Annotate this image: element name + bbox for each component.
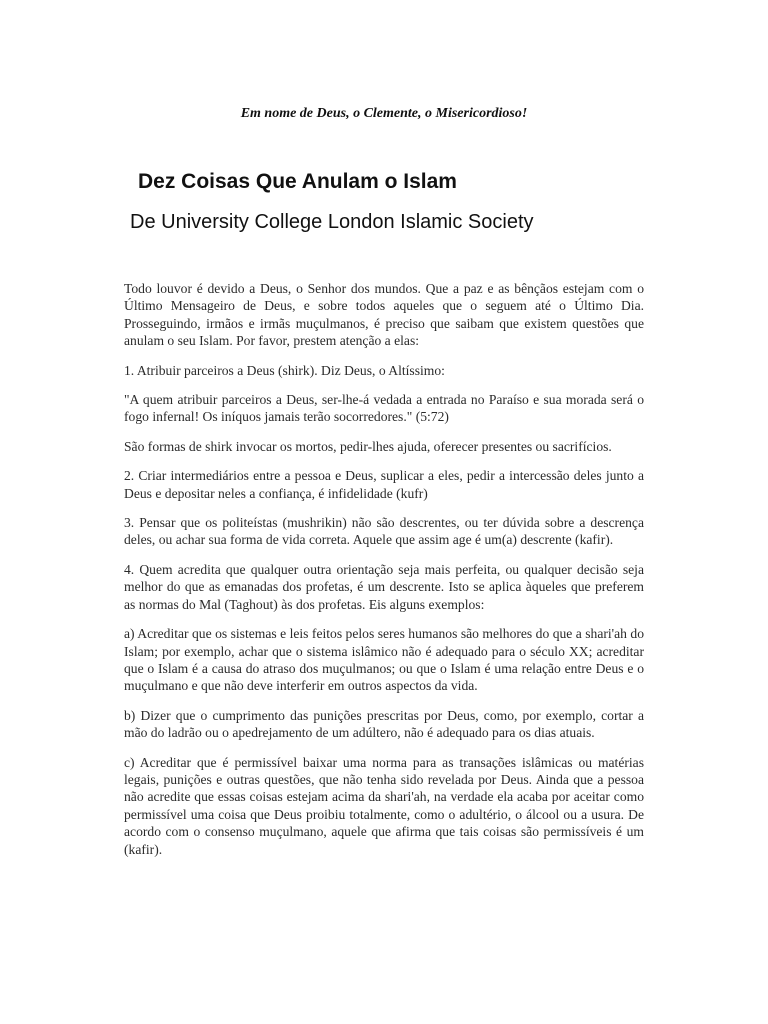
item-1-heading: 1. Atribuir parceiros a Deus (shirk). Diz Deus, o Altíssimo: xyxy=(124,362,445,378)
example-b-paragraph: b) Dizer que o cumprimento das punições prescritas por Deus, como, por exemplo, cortar a mão do ladrão ou o apedrejamento de um adúltero, não é adequado para os dias atuais. xyxy=(124,707,644,741)
intro-paragraph: Todo louvor é devido a Deus, o Senhor dos mundos. Que a paz e as bênçãos estejam com o Último Mensageiro de Deus, e sobre todos aqueles que o seguem até o Último Dia. Prosseguindo, irmãos e irmãs muçulmanos, é preciso que saibam que existem questões que anulam o seu Islam. Por favor, prestem atenção a elas: xyxy=(124,281,644,349)
document-body xyxy=(124,280,644,870)
item-3-paragraph: 3. Pensar que os politeístas (mushrikin) não são descrentes, ou ter dúvida sobre a descrença deles, ou achar sua forma de vida correta. Aquele que assim age é um(a) descrente (kafir). xyxy=(124,515,644,548)
document-subtitle: De University College London Islamic Society xyxy=(130,211,534,233)
item-4-paragraph: 4. Quem acredita que qualquer outra orientação seja mais perfeita, ou qualquer decisão seja melhor do que as emanadas dos profetas, é um descrente. Isto se aplica àqueles que preferem as normas do Mal (Taghout) às dos profetas. Eis alguns exemplos: xyxy=(124,561,644,612)
shirk-forms-paragraph: São formas de shirk invocar os mortos, pedir-lhes ajuda, oferecer presentes ou sacrifícios. xyxy=(124,438,612,454)
quran-quote: "A quem atribuir parceiros a Deus, ser-lhe-á vedada a entrada no Paraíso e sua morada será o fogo infernal! Os iníquos jamais terão socorredores." (5:72) xyxy=(124,392,644,425)
document-title: Dez Coisas Que Anulam o Islam xyxy=(138,170,457,193)
example-a-paragraph: a) Acreditar que os sistemas e leis feitos pelos seres humanos são melhores do que a shari'ah do Islam; por exemplo, achar que o sistema islâmico não é adequado para o século XX; acreditar que o Islam é a causa do atraso dos muçulmanos; ou que o Islam é uma relação entre Deus e o muçulmano e que não deve interferir em outros aspectos da vida. xyxy=(124,626,644,694)
invocation-line: Em nome de Deus, o Clemente, o Misericordioso! xyxy=(240,106,528,121)
example-c-paragraph: c) Acreditar que é permissível baixar uma norma para as transações islâmicas ou matérias legais, punições e outras questões, que não tenha sido revelada por Deus. Ainda que a pessoa não acredite que essas coisas estejam acima da shari'ah, na verdade ela acaba por aceitar como permissível uma coisa que Deus proibiu totalmente, como o adultério, o álcool ou a usura. De acordo com o consenso muçulmano, aquele que afirma que tais coisas são permissíveis é um (kafir). xyxy=(124,754,644,857)
item-2-paragraph: 2. Criar intermediários entre a pessoa e Deus, suplicar a eles, pedir a intercessão deles junto a Deus e depositar neles a confiança, é infidelidade (kufr) xyxy=(124,468,644,501)
